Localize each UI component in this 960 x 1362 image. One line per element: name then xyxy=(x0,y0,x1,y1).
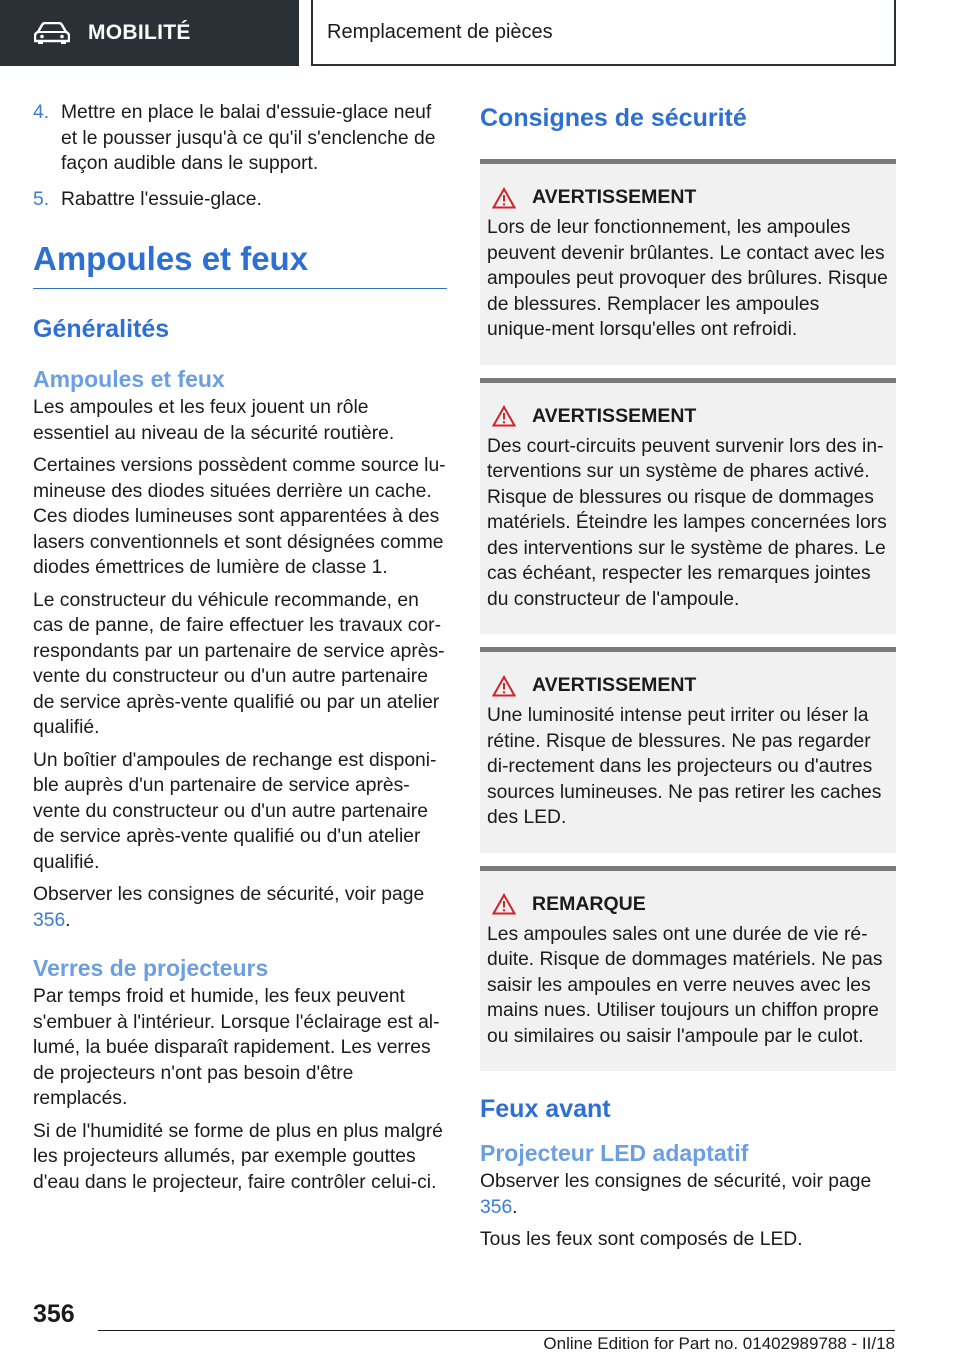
paragraph: Tous les feux sont composés de LED. xyxy=(480,1229,803,1250)
warning-icon xyxy=(492,893,516,915)
page-link[interactable]: 356 xyxy=(480,1196,513,1218)
subsection-heading: Ampoules et feux xyxy=(33,366,225,392)
page-number: 356 xyxy=(33,1300,75,1328)
step-text: Mettre en place le balai d'essuie-glace neuf et le pousser jusqu'à ce qu'il s'enclenche de façon audible dans le support. xyxy=(61,102,436,174)
section-heading: Généralités xyxy=(33,315,170,343)
section-heading: Consignes de sécurité xyxy=(480,104,747,132)
page-link[interactable]: 356 xyxy=(33,909,66,931)
footer-divider xyxy=(98,1330,895,1331)
left-column xyxy=(33,100,447,1202)
section-heading: Feux avant xyxy=(480,1095,611,1123)
step-item xyxy=(33,100,447,177)
step-number: 5. xyxy=(33,188,50,210)
section-tab xyxy=(0,0,299,66)
paragraph: Si de l'humidité se forme de plus en plus malgré les projecteurs allumés, par exemple gouttes d'eau dans le projecteur, faire contrôler celui-ci. xyxy=(33,1120,443,1193)
paragraph: Par temps froid et humide, les feux peuvent s'embuer à l'intérieur. Lorsque l'éclairage est al-lumé, la buée disparaît rapidement. Les verres de projecteurs n'ont pas besoin d'être remplacés. xyxy=(33,986,440,1109)
chapter-heading: Ampoules et feux xyxy=(33,240,447,289)
warning-text: Lors de leur fonctionnement, les ampoules peuvent devenir brûlantes. Le contact avec les ampoules peut provoquer des brûlures. Risque de blessures. Remplacer les ampoules unique-ment lorsqu'elles ont refroidi. xyxy=(487,217,888,340)
reference-text: Observer les consignes de sécurité, voir page xyxy=(480,1171,872,1192)
notice-box xyxy=(480,866,896,1072)
warning-box xyxy=(480,378,896,635)
warning-box xyxy=(480,647,896,853)
subsection-heading: Verres de projecteurs xyxy=(33,955,269,981)
section-title: MOBILITÉ xyxy=(88,21,191,44)
warning-label: AVERTISSEMENT xyxy=(532,404,697,427)
notice-label: REMARQUE xyxy=(532,892,646,915)
paragraph: Le constructeur du véhicule recommande, en cas de panne, de faire effectuer les travaux cor-respondants par un partenaire de service après-vente du constructeur ou d'un autre partenaire de service après-vente qualifié ou par un atelier qualifié. xyxy=(33,589,445,738)
right-column xyxy=(480,100,896,1260)
paragraph: Observer les consignes de sécurité, voir page 356. xyxy=(33,884,425,931)
step-item xyxy=(33,187,447,213)
warning-icon xyxy=(492,675,516,697)
reference-text: Observer les consignes de sécurité, voir page xyxy=(33,884,425,905)
warning-box xyxy=(480,159,896,365)
warning-label: AVERTISSEMENT xyxy=(532,186,697,208)
car-icon xyxy=(34,22,70,44)
paragraph: Les ampoules et les feux jouent un rôle essentiel au niveau de la sécurité routière. xyxy=(33,397,395,444)
paragraph: Observer les consignes de sécurité, voir page 356. xyxy=(480,1171,872,1218)
edition-note: Online Edition for Part no. 01402989788 - II/18 xyxy=(543,1334,895,1353)
warning-icon xyxy=(492,187,516,209)
step-text: Rabattre l'essuie-glace. xyxy=(61,188,262,210)
subsection-heading: Projecteur LED adaptatif xyxy=(480,1140,749,1166)
paragraph: Certaines versions possèdent comme source lu-mineuse des diodes situées derrière un cache. Ces diodes lumineuses sont apparentées à des lasers conventionnels et sont désignées comme diodes émettrices de lumière de classe 1. xyxy=(33,455,446,578)
warning-label: AVERTISSEMENT xyxy=(532,674,697,696)
warning-text: Des court-circuits peuvent survenir lors des in-terventions sur un système de phares activé. Risque de blessures ou risque de dommages matériels. Éteindre les lampes concernées lors des interventions sur le système de phares. Le cas échéant, respecter les remarques jointes du constructeur de l'ampoule. xyxy=(487,435,887,610)
step-number: 4. xyxy=(33,102,50,123)
notice-text: Les ampoules sales ont une durée de vie ré-duite. Risque de dommages matériels. Ne pas saisir les ampoules en verre neuves avec les mains nues. Utiliser toujours un chiffon propre ou similaires ou saisir l'ampoule par le culot. xyxy=(487,923,883,1047)
chapter-title: Remplacement de pièces xyxy=(311,0,896,66)
warning-text: Une luminosité intense peut irriter ou léser la rétine. Risque de blessures. Ne pas regarder di-rectement dans les projecteurs ou d'autres sources lumineuses. Ne pas retirer les caches des LED. xyxy=(487,705,882,828)
paragraph: Un boîtier d'ampoules de rechange est disponi-ble auprès d'un partenaire de service après-vente du constructeur ou d'un autre partenaire de service après-vente qualifié ou d'un atelier qualifié. xyxy=(33,749,437,873)
warning-icon xyxy=(492,405,516,427)
